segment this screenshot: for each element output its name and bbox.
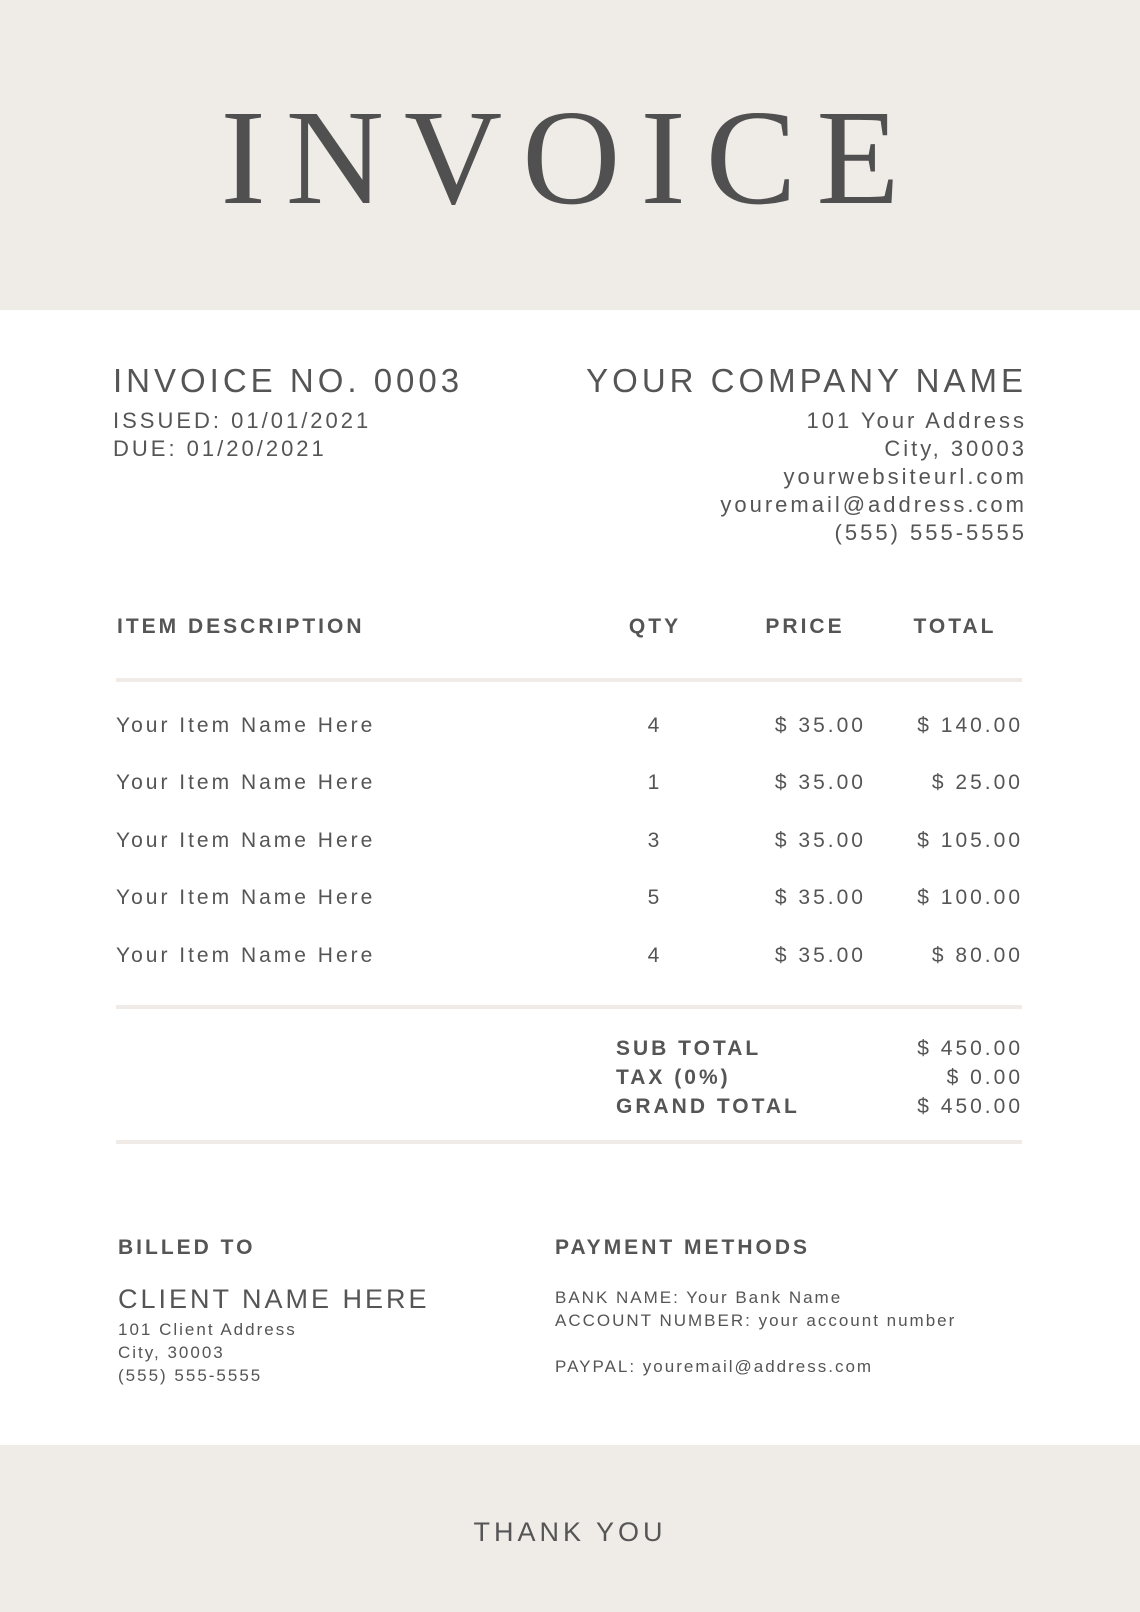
subtotal-value: $ 450.00 (917, 1037, 1023, 1060)
item-qty: 4 (647, 714, 663, 737)
header-qty: QTY (628, 615, 682, 638)
invoice-number: INVOICE NO. 0003 (113, 362, 464, 399)
item-description: Your Item Name Here (116, 829, 376, 852)
client-phone: (555) 555-5555 (118, 1366, 263, 1385)
payment-methods-heading: PAYMENT METHODS (555, 1236, 811, 1259)
invoice-title: INVOICE (220, 83, 920, 233)
header-price: PRICE (765, 615, 845, 638)
item-qty: 5 (647, 886, 663, 909)
item-qty: 3 (647, 829, 663, 852)
company-address: 101 Your Address (806, 408, 1027, 433)
billed-to-heading: BILLED TO (118, 1236, 256, 1259)
company-city: City, 30003 (884, 436, 1027, 461)
item-total: $ 25.00 (931, 771, 1023, 794)
header-item-description: ITEM DESCRIPTION (117, 615, 365, 638)
company-website: yourwebsiteurl.com (783, 464, 1027, 489)
company-name: YOUR COMPANY NAME (586, 362, 1027, 399)
grand-total-value: $ 450.00 (917, 1095, 1023, 1118)
item-description: Your Item Name Here (116, 944, 376, 967)
paypal: PAYPAL: youremail@address.com (555, 1357, 874, 1376)
header-band (0, 0, 1140, 310)
item-description: Your Item Name Here (116, 771, 376, 794)
client-address: 101 Client Address (118, 1320, 297, 1339)
item-total: $ 100.00 (917, 886, 1023, 909)
item-price: $ 35.00 (774, 944, 866, 967)
item-price: $ 35.00 (774, 771, 866, 794)
account-number: ACCOUNT NUMBER: your account number (555, 1311, 957, 1330)
bank-name: BANK NAME: Your Bank Name (555, 1288, 843, 1307)
company-email: youremail@address.com (720, 492, 1027, 517)
issued-date: ISSUED: 01/01/2021 (113, 408, 372, 433)
table-header-divider (116, 678, 1022, 682)
thank-you: THANK YOU (473, 1517, 667, 1547)
due-date: DUE: 01/20/2021 (113, 436, 327, 461)
table-bottom-divider (116, 1005, 1022, 1009)
item-description: Your Item Name Here (116, 886, 376, 909)
tax-label: TAX (0%) (616, 1066, 731, 1089)
item-price: $ 35.00 (774, 714, 866, 737)
tax-value: $ 0.00 (946, 1066, 1023, 1089)
client-name: CLIENT NAME HERE (118, 1284, 430, 1314)
subtotal-label: SUB TOTAL (616, 1037, 762, 1060)
item-description: Your Item Name Here (116, 714, 376, 737)
item-price: $ 35.00 (774, 829, 866, 852)
company-phone: (555) 555-5555 (834, 520, 1027, 545)
totals-divider (116, 1140, 1022, 1144)
header-total: TOTAL (913, 615, 997, 638)
item-total: $ 140.00 (917, 714, 1023, 737)
item-price: $ 35.00 (774, 886, 866, 909)
item-total: $ 105.00 (917, 829, 1023, 852)
grand-total-label: GRAND TOTAL (616, 1095, 800, 1118)
client-city: City, 30003 (118, 1343, 225, 1362)
footer-band (0, 1445, 1140, 1612)
item-qty: 1 (647, 771, 663, 794)
item-qty: 4 (647, 944, 663, 967)
item-total: $ 80.00 (931, 944, 1023, 967)
